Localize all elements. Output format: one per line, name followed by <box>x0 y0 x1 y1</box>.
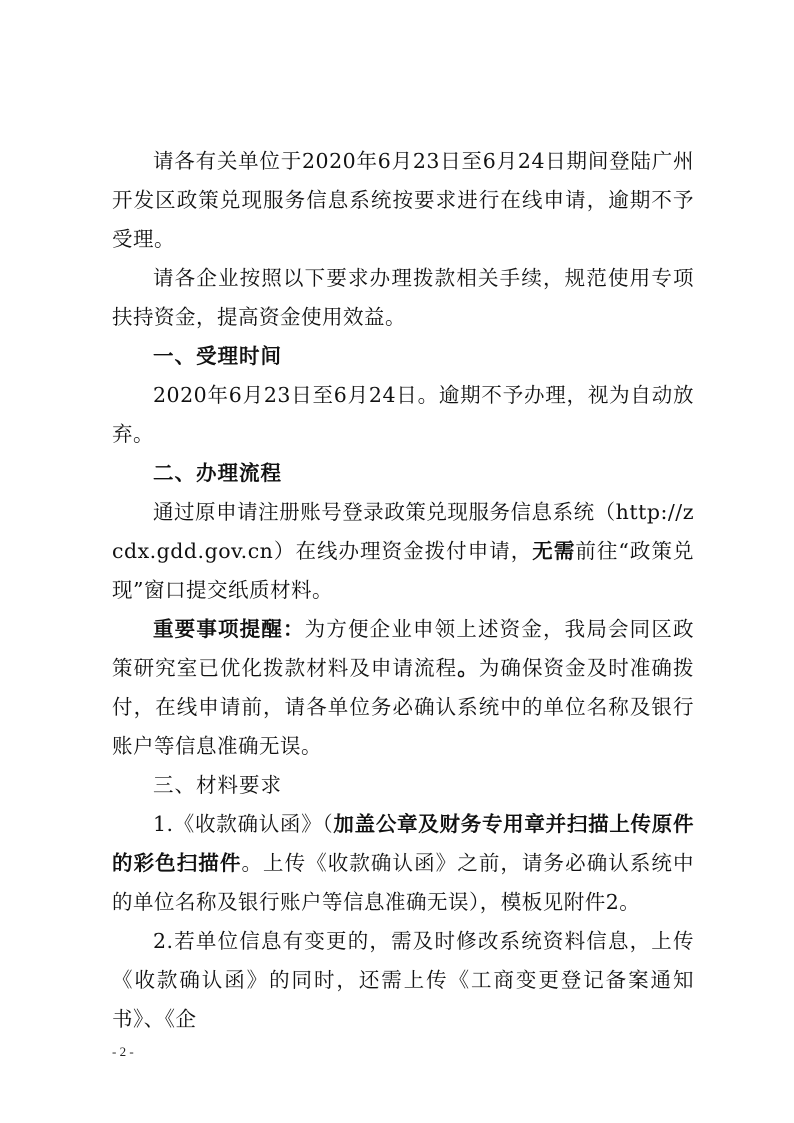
materials-item-1-bold: 加盖公章及财务专用章并扫描上传原件的彩色扫描件 <box>112 812 694 875</box>
process-text-after: 前往“政策兑现”窗口提交纸质材料。 <box>112 539 694 602</box>
page-number: - 2 - <box>112 1044 134 1059</box>
reminder-text-1: 为方便企业申领上述资金，我局会同区政策研究室已优化拨款材料及申请流程 <box>112 617 695 680</box>
process-paragraph <box>112 493 694 610</box>
section-heading-acceptance-time: 一、受理时间 <box>153 344 282 368</box>
section-heading-materials: 三、材料要求 <box>153 773 282 797</box>
reminder-bold-period: 。 <box>457 656 479 680</box>
materials-item-1-prefix: 1.《收款确认函》（ <box>153 812 334 836</box>
process-text-before: 通过原申请注册账号登录政策兑现服务信息系统（http://zcdx.gdd.gov.cn）在线办理资金拨付申请， <box>112 500 694 563</box>
materials-item-2: 2.若单位信息有变更的，需及时修改系统资料信息，上传《收款确认函》的同时，还需上传《工商变更登记备案通知书》、《企 <box>112 929 694 1031</box>
intro-paragraph: 请各有关单位于2020年6月23日至6月24日期间登陆广州开发区政策兑现服务信息系统按要求进行在线申请，逾期不予受理。 <box>112 149 694 251</box>
requirements-paragraph: 请各企业按照以下要求办理拨款相关手续，规范使用专项扶持资金，提高资金使用效益。 <box>112 266 694 329</box>
materials-item-1 <box>112 805 694 922</box>
materials-item-1-suffix: 。上传《收款确认函》之前，请务必确认系统中的单位名称及银行账户等信息准确无误），模板见附件2。 <box>112 851 695 914</box>
acceptance-time-paragraph: 2020年6月23日至6月24日。逾期不予办理，视为自动放弃。 <box>112 383 694 446</box>
process-bold-no-need: 无需 <box>532 539 576 563</box>
important-reminder-paragraph <box>112 610 694 766</box>
section-heading-process: 二、办理流程 <box>153 461 282 485</box>
document-body <box>112 142 694 1039</box>
reminder-text-2: 为确保资金及时准确拨付，在线申请前，请各单位务必确认系统中的单位名称及银行账户等信息准确无误。 <box>112 656 695 758</box>
important-reminder-label: 重要事项提醒： <box>153 617 305 641</box>
